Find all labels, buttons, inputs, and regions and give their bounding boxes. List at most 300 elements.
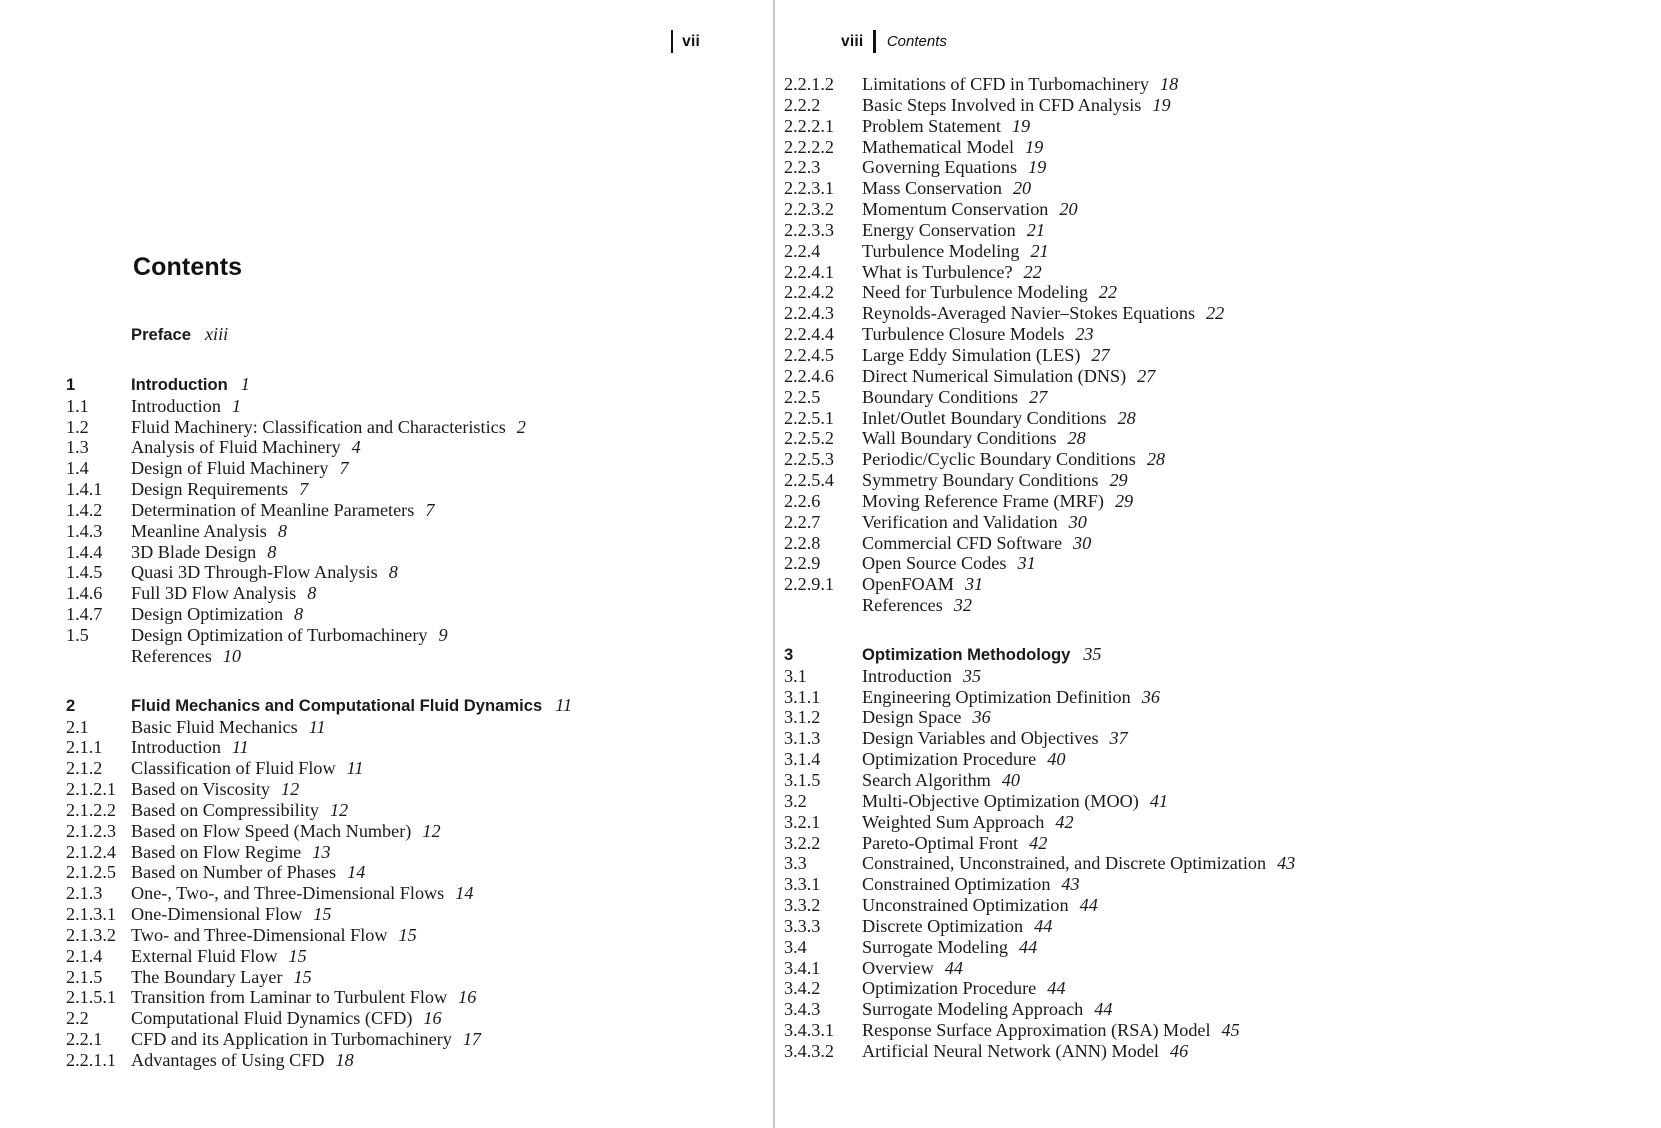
toc-entry-number: 2.2.5.1 (784, 407, 835, 428)
toc-entry-number: 2.2.5.3 (784, 449, 835, 470)
toc-entry[interactable] (784, 512, 1654, 533)
toc-entry-number: 1.4.7 (66, 604, 103, 625)
toc-entry[interactable] (784, 999, 1654, 1020)
toc-entry-page-number: 11 (308, 716, 326, 737)
toc-entry-number: 2.2.4.6 (784, 365, 835, 386)
toc-entry-number: 2.1.5.1 (66, 987, 117, 1008)
toc-entry-page-number: 10 (222, 645, 241, 666)
toc-entry[interactable] (784, 74, 1654, 95)
toc-entry-label: Unconstrained Optimization (862, 895, 1069, 916)
toc-entry[interactable] (66, 458, 756, 479)
toc-entry[interactable] (784, 687, 1654, 708)
toc-entry-label: Optimization Methodology (862, 644, 1071, 664)
toc-entry-page-number: 43 (1061, 874, 1080, 895)
toc-entry-label: Meanline Analysis (131, 520, 267, 541)
toc-entry-label: Response Surface Approximation (RSA) Model (862, 1020, 1211, 1041)
toc-entry-label: Multi-Objective Optimization (MOO) (862, 790, 1139, 811)
toc-entry-page-number: 36 (972, 707, 991, 728)
toc-entry[interactable] (784, 791, 1654, 812)
toc-entry-label: Direct Numerical Simulation (DNS) (862, 365, 1127, 386)
toc-entry-page-number: 44 (1034, 915, 1053, 936)
toc-entry-number: 2.2.2.1 (784, 115, 835, 136)
running-head-right (841, 30, 947, 53)
toc-entry-label: Design of Fluid Machinery (131, 458, 329, 479)
toc-entry[interactable] (784, 1020, 1654, 1041)
toc-entry-number: 1.2 (66, 416, 89, 437)
toc-entry[interactable] (66, 324, 756, 346)
toc-entry[interactable] (784, 303, 1654, 324)
toc-entry-page-number: 8 (277, 520, 287, 541)
toc-entry-page-number: 20 (1012, 178, 1032, 199)
toc-entry-label: Open Source Codes (862, 553, 1007, 574)
toc-entry[interactable] (66, 521, 756, 542)
toc-entry-number: 1.4.2 (66, 499, 103, 520)
toc-entry-label: Optimization Procedure (862, 978, 1037, 999)
toc-entry[interactable] (784, 874, 1654, 895)
toc-entry-number: 3.3 (784, 853, 807, 874)
toc-entry-label: Mass Conservation (862, 178, 1002, 199)
toc-entry[interactable] (784, 533, 1654, 554)
toc-entry-number: 1.4.3 (66, 520, 103, 541)
toc-entry-number: 2 (66, 695, 76, 715)
running-head-title: Contents (886, 33, 947, 50)
toc-entry[interactable] (66, 396, 756, 417)
toc-entry[interactable] (66, 604, 756, 625)
toc-entry-page-number: 7 (339, 458, 349, 479)
toc-entry-label: Classification of Fluid Flow (131, 758, 336, 779)
toc-entry-label: Optimization Procedure (862, 749, 1037, 770)
toc-entry-number: 1.1 (66, 395, 89, 416)
toc-entry-label: Introduction (131, 737, 221, 758)
toc-entry-label: Introduction (862, 665, 952, 686)
toc-entry[interactable] (784, 387, 1654, 408)
toc-entry-number: 2.1.3.1 (66, 904, 117, 925)
toc-entry-number: 3.1.5 (784, 770, 821, 790)
toc-entry-label: Basic Fluid Mechanics (131, 716, 298, 737)
toc-entry-page-number: 11 (555, 694, 573, 715)
toc-entry[interactable] (784, 553, 1654, 574)
toc-entry-label: Based on Viscosity (131, 779, 271, 800)
toc-entry-number: 3.2.2 (784, 832, 821, 853)
toc-entry-number: 2.2.3 (784, 157, 821, 178)
toc-entry[interactable] (784, 449, 1654, 470)
toc-entry[interactable] (66, 946, 756, 967)
toc-entry-page-number: 30 (1073, 532, 1092, 553)
toc-entry-page-number: 13 (312, 841, 331, 862)
toc-entry-number: 2.2 (66, 1008, 89, 1029)
toc-entry-label: Design Space (862, 707, 962, 728)
toc-chapter-entry[interactable] (66, 374, 756, 396)
toc-entry-label: Quasi 3D Through-Flow Analysis (131, 562, 378, 583)
page-viii (773, 0, 1659, 1128)
toc-entry-page-number: 31 (1017, 553, 1036, 574)
toc-entry-label: Advantages of Using CFD (131, 1050, 325, 1070)
toc-entry-page-number: 4 (351, 437, 361, 458)
toc-entry[interactable] (784, 833, 1654, 854)
toc-entry-label: Constrained, Unconstrained, and Discrete Optimization (862, 853, 1267, 874)
toc-entry-page-number: 29 (1114, 490, 1134, 511)
toc-entry-label: 3D Blade Design (131, 541, 257, 562)
toc-entry-label: Fluid Mechanics and Computational Fluid Dynamics (131, 695, 543, 715)
toc-entry-page-number: 45 (1221, 1020, 1240, 1041)
toc-entry-number: 2.2.1 (66, 1029, 103, 1050)
toc-entry[interactable] (784, 853, 1654, 874)
toc-entry-page-number: 44 (944, 957, 963, 978)
toc-group-spacer (784, 616, 1654, 644)
toc-entry-label: Surrogate Modeling (862, 936, 1008, 957)
toc-entry[interactable] (66, 821, 756, 842)
toc-entry-number: 2.2.4.3 (784, 303, 835, 324)
toc-entry-page-number: 18 (335, 1050, 354, 1070)
toc-entry-number: 2.2.1.2 (784, 74, 835, 94)
toc-entry-label: Limitations of CFD in Turbomachinery (862, 74, 1149, 94)
toc-entry-label: Inlet/Outlet Boundary Conditions (862, 407, 1107, 428)
toc-entry-page-number: 27 (1137, 365, 1156, 386)
toc-entry-number: 2.1 (66, 716, 89, 737)
toc-entry-number: 1 (66, 374, 76, 394)
toc-entry-label: Moving Reference Frame (MRF) (862, 490, 1104, 511)
toc-entry-label: Preface (131, 325, 191, 344)
toc-entry-page-number: 8 (267, 541, 277, 562)
toc-entry-number: 1.5 (66, 624, 89, 645)
toc-entry-label: Turbulence Modeling (862, 240, 1020, 261)
toc-entry[interactable] (784, 958, 1654, 979)
toc-entry-number: 2.1.2.5 (66, 862, 117, 883)
toc-entry[interactable] (784, 749, 1654, 770)
toc-entry-number: 3.4 (784, 936, 807, 957)
toc-entry[interactable] (784, 137, 1654, 158)
toc-entry-page-number: 28 (1067, 428, 1086, 449)
toc-entry[interactable] (66, 779, 756, 800)
toc-entry-label: Design Optimization (131, 604, 284, 625)
toc-entry-label: Introduction (131, 374, 228, 394)
toc-entry[interactable] (66, 1029, 756, 1050)
toc-entry-number: 3.4.2 (784, 978, 821, 999)
toc-entry-page-number: 20 (1059, 199, 1078, 220)
toc-list-right (784, 74, 1654, 1062)
toc-entry-page-number: 30 (1068, 511, 1087, 532)
toc-entry-page-number: 32 (953, 595, 972, 616)
toc-entry-number: 1.4.6 (66, 583, 103, 604)
toc-entry-page-number: 15 (288, 945, 307, 966)
toc-entry[interactable] (66, 625, 756, 646)
toc-entry-label: Overview (862, 957, 934, 978)
toc-entry-label: Commercial CFD Software (862, 532, 1063, 553)
toc-entry-number: 3.4.1 (784, 957, 821, 978)
toc-entry[interactable] (784, 262, 1654, 283)
toc-entry[interactable] (784, 220, 1654, 241)
toc-entry-number: 3.4.3 (784, 999, 821, 1020)
toc-entry-label: Basic Steps Involved in CFD Analysis (862, 94, 1142, 115)
toc-entry-label: Design Optimization of Turbomachinery (131, 624, 428, 645)
toc-entry-page-number: 44 (1018, 936, 1038, 957)
toc-entry-page-number: 7 (425, 499, 435, 520)
toc-entry-label: Introduction (131, 395, 221, 416)
toc-entry-page-number: 40 (1047, 749, 1066, 770)
toc-entry-number: 2.1.1 (66, 737, 103, 758)
toc-entry-number: 3.1.1 (784, 686, 821, 707)
toc-entry-label: Need for Turbulence Modeling (862, 282, 1088, 303)
toc-entry-number: 2.1.2.1 (66, 779, 117, 800)
toc-entry-label: Analysis of Fluid Machinery (131, 437, 341, 458)
toc-entry-page-number: 11 (346, 758, 364, 779)
toc-entry-page-number: 12 (329, 799, 349, 820)
toc-entry[interactable] (784, 812, 1654, 833)
toc-entry-label: Search Algorithm (862, 770, 991, 790)
toc-chapter-entry[interactable] (66, 695, 756, 717)
toc-entry-label: Based on Compressibility (131, 799, 319, 820)
toc-entry-label: Surrogate Modeling Approach (862, 999, 1084, 1020)
toc-entry-label: Determination of Meanline Parameters (131, 499, 415, 520)
toc-entry-page-number: 15 (313, 904, 332, 925)
toc-entry-number: 3.1.3 (784, 728, 821, 749)
toc-entry-number: 2.2.9 (784, 553, 821, 574)
toc-entry-page-number: 21 (1030, 240, 1049, 261)
toc-entry[interactable] (784, 95, 1654, 116)
toc-entry[interactable] (784, 728, 1654, 749)
toc-entry-number: 3.3.3 (784, 915, 821, 936)
toc-group-spacer (66, 346, 756, 374)
toc-entry[interactable] (784, 1041, 1654, 1062)
toc-entry-number: 2.2.5.4 (784, 470, 835, 491)
toc-entry[interactable] (66, 417, 756, 438)
toc-entry-number: 1.4.1 (66, 479, 103, 500)
toc-entry-page-number: 35 (1083, 643, 1102, 664)
toc-entry-number: 2.2.5 (784, 386, 821, 407)
toc-entry-page-number: 2 (516, 416, 526, 437)
toc-entry-number: 2.2.3.3 (784, 219, 835, 240)
toc-entry[interactable] (66, 883, 756, 904)
toc-entry-number: 3.1.4 (784, 749, 821, 770)
toc-entry-page-number: 44 (1047, 978, 1066, 999)
toc-entry[interactable] (66, 562, 756, 583)
toc-entry[interactable] (784, 116, 1654, 137)
toc-entry-label: Two- and Three-Dimensional Flow (131, 924, 388, 945)
toc-entry-number: 2.2.4.2 (784, 282, 835, 303)
toc-entry-label: One-Dimensional Flow (131, 904, 303, 925)
toc-entry-number: 2.1.2.2 (66, 799, 117, 820)
toc-entry-number: 1.3 (66, 437, 89, 458)
toc-entry-label: Design Variables and Objectives (862, 728, 1099, 749)
toc-entry-label: OpenFOAM (862, 574, 954, 595)
toc-entry-page-number: 7 (299, 479, 309, 500)
toc-entry-label: Full 3D Flow Analysis (131, 583, 297, 604)
toc-entry-page-number: 16 (458, 987, 477, 1008)
toc-entry-label: Discrete Optimization (862, 915, 1024, 936)
toc-entry[interactable] (66, 987, 756, 1008)
toc-entry[interactable] (66, 500, 756, 521)
toc-entry-page-number: 19 (1152, 94, 1171, 115)
toc-entry-label: Verification and Validation (862, 511, 1058, 532)
toc-entry-page-number: 22 (1206, 303, 1225, 324)
folio-number-left: vii (682, 32, 700, 50)
toc-entry-label: External Fluid Flow (131, 945, 278, 966)
toc-entry-label: Energy Conservation (862, 219, 1016, 240)
toc-entry-page-number: 14 (347, 862, 366, 883)
toc-entry[interactable] (784, 666, 1654, 687)
toc-entry-label: One-, Two-, and Three-Dimensional Flows (131, 883, 445, 904)
toc-entry[interactable] (784, 178, 1654, 199)
toc-entry-label: Reynolds-Averaged Navier–Stokes Equations (862, 303, 1196, 324)
toc-entry[interactable] (784, 157, 1654, 178)
toc-entry-number: 2.2.3.2 (784, 199, 835, 220)
toc-entry-label: Based on Flow Speed (Mach Number) (131, 820, 412, 841)
toc-entry-page-number: 17 (462, 1029, 481, 1050)
toc-entry[interactable] (784, 895, 1654, 916)
toc-entry-label: Transition from Laminar to Turbulent Flow (131, 987, 448, 1008)
toc-entry-page-number: 18 (1159, 74, 1179, 94)
toc-entry[interactable] (784, 428, 1654, 449)
toc-entry-label: Artificial Neural Network (ANN) Model (862, 1040, 1159, 1061)
toc-entry[interactable] (784, 470, 1654, 491)
toc-entry-page-number: 8 (388, 562, 398, 583)
toc-entry[interactable] (784, 345, 1654, 366)
toc-entry[interactable] (66, 842, 756, 863)
toc-entry-label: Fluid Machinery: Classification and Characteristics (131, 416, 506, 437)
toc-entry-number: 3.2.1 (784, 811, 821, 832)
toc-entry[interactable] (66, 437, 756, 458)
toc-entry[interactable] (784, 595, 1654, 616)
toc-entry-page-number: 12 (281, 779, 300, 800)
toc-entry-label: Large Eddy Simulation (LES) (862, 344, 1081, 365)
toc-entry[interactable] (66, 1008, 756, 1029)
toc-entry-page-number: 27 (1029, 386, 1048, 407)
toc-entry[interactable] (66, 542, 756, 563)
toc-entry-number: 2.2.4.5 (784, 344, 835, 365)
toc-entry[interactable] (66, 646, 756, 667)
toc-entry-label: References (131, 645, 212, 666)
toc-entry-number: 2.2.1.1 (66, 1050, 117, 1070)
toc-entry-label: Based on Number of Phases (131, 862, 337, 883)
toc-entry-page-number: 14 (455, 883, 474, 904)
toc-entry-page-number: 44 (1094, 999, 1113, 1020)
toc-entry-label: Problem Statement (862, 115, 1001, 136)
toc-entry-label: Periodic/Cyclic Boundary Conditions (862, 449, 1136, 470)
toc-entry-number: 2.1.2.4 (66, 841, 117, 862)
toc-entry[interactable] (66, 479, 756, 500)
toc-entry-number: 2.1.2.3 (66, 820, 117, 841)
toc-entry-page-number: 44 (1079, 895, 1098, 916)
toc-entry-number: 1.4 (66, 458, 89, 479)
toc-entry[interactable] (784, 282, 1654, 303)
toc-entry[interactable] (66, 717, 756, 738)
page-title: Contents (133, 253, 243, 281)
toc-entry-number: 3.2 (784, 790, 807, 811)
toc-entry[interactable] (66, 904, 756, 925)
toc-entry[interactable] (66, 1050, 756, 1071)
toc-entry-page-number: 28 (1117, 407, 1136, 428)
toc-chapter-entry[interactable] (784, 644, 1654, 666)
toc-entry[interactable] (784, 707, 1654, 728)
toc-entry[interactable] (784, 978, 1654, 999)
toc-entry-number: 2.1.4 (66, 945, 103, 966)
toc-entry[interactable] (784, 916, 1654, 937)
toc-entry[interactable] (66, 800, 756, 821)
toc-entry-number: 3.1.2 (784, 707, 821, 728)
toc-entry[interactable] (784, 491, 1654, 512)
toc-entry-number: 2.2.2.2 (784, 136, 835, 157)
toc-entry-number: 2.2.6 (784, 490, 821, 511)
toc-entry[interactable] (784, 574, 1654, 595)
toc-entry-label: Symmetry Boundary Conditions (862, 470, 1099, 491)
toc-entry-number: 3 (784, 644, 794, 664)
toc-entry-page-number: 12 (422, 820, 441, 841)
toc-entry-number: 3.4.3.1 (784, 1020, 835, 1041)
toc-entry[interactable] (66, 925, 756, 946)
toc-entry[interactable] (66, 758, 756, 779)
toc-entry-label: Constrained Optimization (862, 874, 1051, 895)
toc-entry-page-number: 40 (1001, 770, 1020, 790)
toc-entry-number: 2.2.9.1 (784, 574, 835, 595)
toc-entry-page-number: 8 (307, 583, 317, 604)
toc-entry-label: Based on Flow Regime (131, 841, 302, 862)
folio-number-right: viii (841, 32, 864, 50)
toc-entry-page-number: 42 (1055, 811, 1074, 832)
toc-entry-page-number: 46 (1169, 1040, 1189, 1061)
toc-entry-page-number: 28 (1146, 449, 1165, 470)
toc-entry[interactable] (784, 937, 1654, 958)
toc-entry-number: 2.2.5.2 (784, 428, 835, 449)
toc-entry-page-number: 22 (1098, 282, 1117, 303)
toc-entry[interactable] (66, 862, 756, 883)
toc-entry[interactable] (784, 241, 1654, 262)
toc-entry[interactable] (784, 408, 1654, 429)
toc-entry-label: Computational Fluid Dynamics (CFD) (131, 1008, 413, 1029)
toc-entry[interactable] (784, 366, 1654, 387)
toc-entry-label: Wall Boundary Conditions (862, 428, 1057, 449)
toc-entry-label: Turbulence Closure Models (862, 324, 1065, 345)
toc-entry-label: Mathematical Model (862, 136, 1015, 157)
toc-entry-number: 1.4.5 (66, 562, 103, 583)
toc-entry[interactable] (66, 737, 756, 758)
toc-entry-page-number: 15 (293, 966, 312, 987)
toc-entry-label: Engineering Optimization Definition (862, 686, 1131, 707)
toc-entry-number: 2.1.5 (66, 966, 103, 987)
toc-entry[interactable] (784, 199, 1654, 220)
toc-entry-page-number: 1 (240, 373, 250, 394)
toc-entry-page-number: 36 (1141, 686, 1160, 707)
toc-entry-page-number: 21 (1026, 219, 1045, 240)
running-head-rule-icon (873, 30, 876, 53)
toc-entry[interactable] (66, 967, 756, 988)
toc-entry-label: What is Turbulence? (862, 261, 1013, 282)
toc-entry[interactable] (66, 583, 756, 604)
toc-list-left (66, 324, 756, 1071)
toc-entry-number: 3.1 (784, 665, 807, 686)
toc-entry-page-number: 23 (1075, 324, 1094, 345)
toc-entry-page-number: 31 (964, 574, 984, 595)
toc-entry-number: 2.2.4.4 (784, 324, 835, 345)
toc-entry-number: 3.4.3.2 (784, 1040, 835, 1061)
toc-entry-label: Momentum Conservation (862, 199, 1049, 220)
toc-entry-number: 3.3.1 (784, 874, 821, 895)
toc-entry-number: 2.2.8 (784, 532, 821, 553)
toc-entry-number: 2.1.2 (66, 758, 103, 779)
toc-entry-label: References (862, 595, 943, 616)
toc-entry-label: CFD and its Application in Turbomachinery (131, 1029, 452, 1050)
toc-entry-number: 2.2.4 (784, 240, 821, 261)
running-head-left (671, 30, 700, 53)
toc-entry-page-number: 8 (294, 604, 304, 625)
toc-entry[interactable] (784, 770, 1654, 791)
toc-entry-number: 2.2.4.1 (784, 261, 835, 282)
toc-entry[interactable] (784, 324, 1654, 345)
toc-entry-page-number: 37 (1109, 728, 1128, 749)
toc-entry-page-number: 22 (1023, 261, 1042, 282)
toc-entry-label: Design Requirements (131, 479, 289, 500)
toc-entry-page-number: 15 (398, 924, 417, 945)
toc-entry-page-number: 43 (1277, 853, 1296, 874)
